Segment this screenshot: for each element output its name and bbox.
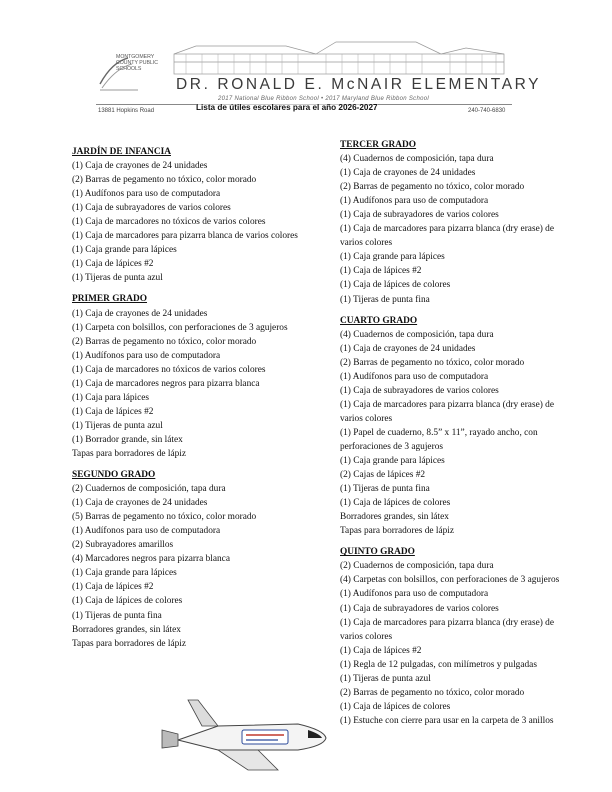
supply-item: (1) Caja de crayones de 24 unidades [72, 161, 208, 172]
space-shuttle-illustration [158, 696, 328, 772]
supply-item: (2) Cuadernos de composición, tapa dura [72, 484, 226, 495]
supply-item: (4) Cuadernos de composición, tapa dura [340, 329, 494, 340]
supply-item: (1) Caja de lápices de colores [340, 701, 451, 712]
district-name-line: SCHOOLS [116, 66, 142, 72]
school-phone: 240-740-6830 [468, 108, 506, 114]
supply-item: (4) Marcadores negros para pizarra blanca [72, 554, 230, 565]
grade-section [72, 145, 308, 285]
supply-item: (1) Tijeras de punta azul [72, 273, 163, 284]
grade-section [340, 314, 576, 539]
grade-title: QUINTO GRADO [340, 547, 415, 558]
supply-item: (1) Caja de lápices #2 [72, 582, 154, 593]
supply-item: (1) Caja de subrayadores de varios colores [340, 385, 499, 396]
award-line: 2017 National Blue Ribbon School • 2017 Maryland Blue Ribbon School [218, 96, 429, 102]
supply-item: (1) Caja de lápices #2 [340, 266, 422, 277]
supply-item: (1) Caja de lápices de colores [72, 596, 183, 607]
supply-item: (2) Barras de pegamento no tóxico, color morado [72, 175, 257, 186]
supply-item: (1) Regla de 12 pulgadas, con milímetros y pulgadas [340, 659, 537, 670]
supply-item: (2) Barras de pegamento no tóxico, color morado [340, 687, 525, 698]
supply-item: (2) Cajas de lápices #2 [340, 470, 426, 481]
supply-item: (1) Caja de lápices #2 [72, 406, 154, 417]
supply-item: (1) Tijeras de punta fina [340, 484, 430, 495]
supply-item: (1) Caja de marcadores para pizarra blanca (dry erase) de varios colores [340, 224, 554, 249]
grade-title: CUARTO GRADO [340, 315, 418, 326]
supply-item: Borradores grandes, sin látex [340, 512, 449, 523]
school-address: 13881 Hopkins Road [98, 108, 155, 114]
supply-item: (1) Caja de marcadores negros para pizarra blanca [72, 378, 260, 389]
supply-item: Tapas para borradores de lápiz [72, 638, 187, 649]
right-column [340, 138, 576, 735]
supply-item: (1) Caja de crayones de 24 unidades [340, 343, 476, 354]
supply-item: (1) Caja de lápices de colores [340, 498, 451, 509]
grade-section [340, 138, 576, 307]
supply-item: (1) Audífonos para uso de computadora [340, 196, 489, 207]
supply-item: (5) Barras de pegamento no tóxico, color morado [72, 512, 257, 523]
school-building-sketch [166, 40, 512, 76]
supply-item: (1) Caja de crayones de 24 unidades [72, 498, 208, 509]
supply-item: Tapas para borradores de lápiz [72, 448, 187, 459]
supply-item: (1) Caja grande para lápices [340, 252, 445, 263]
supply-item: (1) Caja de subrayadores de varios colores [340, 210, 499, 221]
grade-section [340, 545, 576, 728]
supply-item: (1) Caja de marcadores no tóxicos de varios colores [72, 217, 266, 228]
supply-item: (1) Caja grande para lápices [72, 568, 177, 579]
grade-title: JARDÍN DE INFANCIA [72, 147, 171, 157]
supply-item: (1) Estuche con cierre para usar en la carpeta de 3 anillos [340, 715, 554, 726]
supply-item: (1) Tijeras de punta azul [340, 673, 431, 684]
school-name: DR. RONALD E. McNAIR ELEMENTARY [176, 76, 542, 93]
supply-item: (1) Caja de crayones de 24 unidades [72, 308, 208, 319]
supply-item: (1) Carpeta con bolsillos, con perforaciones de 3 agujeros [72, 322, 288, 333]
grade-title: TERCER GRADO [340, 140, 417, 150]
supply-item: (1) Audífonos para uso de computadora [72, 189, 221, 200]
supply-item: (1) Caja de marcadores no tóxicos de varios colores [72, 364, 266, 375]
supply-item: (4) Cuadernos de composición, tapa dura [340, 154, 494, 165]
supply-item: (1) Caja de lápices #2 [340, 645, 422, 656]
supply-item: Tapas para borradores de lápiz [340, 526, 455, 537]
supply-item: (2) Barras de pegamento no tóxico, color morado [340, 182, 525, 193]
supply-item: (1) Caja de marcadores para pizarra blanca (dry erase) de varios colores [340, 399, 554, 424]
supply-item: Borradores grandes, sin látex [72, 624, 181, 635]
grade-section [72, 292, 308, 461]
district-name-line: COUNTY PUBLIC [116, 60, 158, 66]
district-name-line: MONTGOMERY [116, 54, 155, 60]
grade-title: PRIMER GRADO [72, 294, 148, 305]
supply-item: (2) Cuadernos de composición, tapa dura [340, 561, 494, 572]
grade-title: SEGUNDO GRADO [72, 470, 156, 481]
supply-item: (1) Audífonos para uso de computadora [340, 371, 489, 382]
supply-item: (1) Caja de lápices de colores [340, 280, 451, 291]
supply-item: (1) Caja de subrayadores de varios colores [72, 203, 231, 214]
supply-item: (1) Caja para lápices [72, 392, 150, 403]
supply-item: (1) Caja grande para lápices [340, 456, 445, 467]
supply-item: (2) Barras de pegamento no tóxico, color morado [340, 357, 525, 368]
supply-item: (1) Caja de marcadores para pizarra blanca (dry erase) de varios colores [340, 617, 554, 642]
supply-item: (1) Caja de lápices #2 [72, 259, 154, 270]
supply-item: (1) Tijeras de punta azul [72, 420, 163, 431]
supply-item: (1) Caja de crayones de 24 unidades [340, 168, 476, 179]
supply-item: (1) Tijeras de punta fina [340, 294, 430, 305]
grade-section [72, 468, 308, 651]
supply-item: (1) Caja grande para lápices [72, 245, 177, 256]
supply-item: (1) Papel de cuaderno, 8.5” x 11”, rayado ancho, con perforaciones de 3 agujeros [340, 427, 538, 452]
supply-item: (1) Borrador grande, sin látex [72, 434, 183, 445]
supply-item: (2) Subrayadores amarillos [72, 540, 174, 551]
supply-item: (1) Audífonos para uso de computadora [72, 350, 221, 361]
supply-item: (1) Audífonos para uso de computadora [72, 526, 221, 537]
supply-item: (1) Audífonos para uso de computadora [340, 589, 489, 600]
supply-item: (1) Tijeras de punta fina [72, 610, 162, 621]
supply-item: (2) Barras de pegamento no tóxico, color morado [72, 336, 257, 347]
left-column [72, 145, 308, 658]
supply-item: (1) Caja de marcadores para pizarra blanca de varios colores [72, 231, 298, 242]
supply-item: (1) Caja de subrayadores de varios colores [340, 603, 499, 614]
supply-item: (4) Carpetas con bolsillos, con perforaciones de 3 agujeros [340, 575, 560, 586]
document-title: Lista de útiles escolares para el año 2026-2027 [196, 103, 378, 112]
